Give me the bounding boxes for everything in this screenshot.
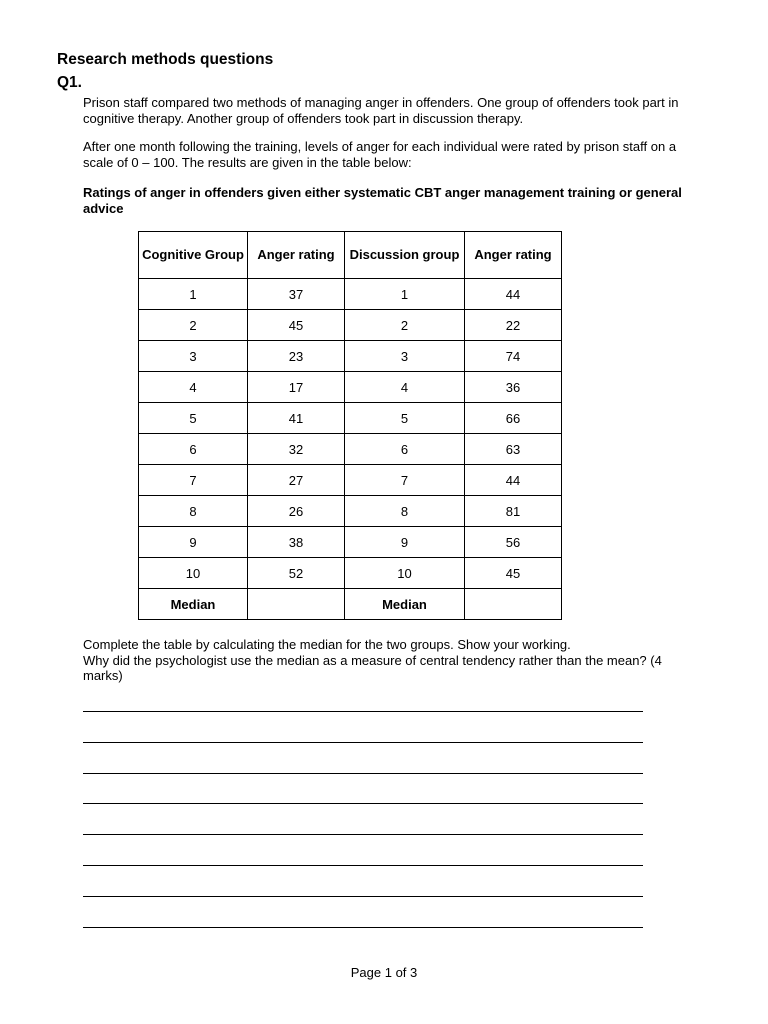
table-caption: Ratings of anger in offenders given either systematic CBT anger management training or general advice <box>83 185 682 216</box>
task-instructions <box>83 637 683 684</box>
table-row <box>139 527 562 558</box>
answer-line[interactable] <box>83 927 643 958</box>
cognitive-participant-cell: 3 <box>139 341 248 372</box>
answer-line[interactable] <box>83 865 643 896</box>
discussion-rating-cell: 44 <box>465 465 562 496</box>
answer-lines[interactable] <box>83 711 643 957</box>
cognitive-participant-cell: 5 <box>139 403 248 434</box>
cognitive-rating-cell: 41 <box>248 403 345 434</box>
cognitive-rating-cell: 37 <box>248 279 345 310</box>
answer-line[interactable] <box>83 896 643 927</box>
cognitive-rating-cell: 27 <box>248 465 345 496</box>
table-row <box>139 558 562 589</box>
discussion-participant-cell: 2 <box>345 310 465 341</box>
instruction-line: Complete the table by calculating the median for the two groups. Show your working. <box>83 637 571 652</box>
question-label: Q1. <box>57 74 82 91</box>
cognitive-participant-cell: 9 <box>139 527 248 558</box>
document-title: Research methods questions <box>57 51 274 68</box>
discussion-participant-cell: 7 <box>345 465 465 496</box>
cognitive-participant-cell: 8 <box>139 496 248 527</box>
discussion-participant-cell: 3 <box>345 341 465 372</box>
discussion-participant-cell: 6 <box>345 434 465 465</box>
answer-line[interactable] <box>83 711 643 742</box>
table-row <box>139 372 562 403</box>
median-row <box>139 589 562 620</box>
cognitive-rating-cell: 32 <box>248 434 345 465</box>
cognitive-participant-cell: 6 <box>139 434 248 465</box>
column-header-discussion-group: Discussion group <box>345 232 465 279</box>
median-label-discussion: Median <box>345 589 465 620</box>
discussion-participant-cell: 5 <box>345 403 465 434</box>
discussion-rating-cell: 81 <box>465 496 562 527</box>
cognitive-rating-cell: 26 <box>248 496 345 527</box>
table-row <box>139 465 562 496</box>
anger-ratings-table <box>138 231 562 620</box>
discussion-participant-cell: 8 <box>345 496 465 527</box>
answer-line[interactable] <box>83 803 643 834</box>
median-value-discussion[interactable] <box>465 589 562 620</box>
discussion-participant-cell: 4 <box>345 372 465 403</box>
median-value-cognitive[interactable] <box>248 589 345 620</box>
cognitive-participant-cell: 2 <box>139 310 248 341</box>
discussion-participant-cell: 10 <box>345 558 465 589</box>
page-footer: Page 1 of 3 <box>350 965 418 980</box>
cognitive-rating-cell: 45 <box>248 310 345 341</box>
cognitive-rating-cell: 52 <box>248 558 345 589</box>
column-header-anger-rating: Anger rating <box>248 232 345 279</box>
discussion-participant-cell: 1 <box>345 279 465 310</box>
cognitive-participant-cell: 1 <box>139 279 248 310</box>
table-row <box>139 434 562 465</box>
column-header-anger-rating: Anger rating <box>465 232 562 279</box>
table-row <box>139 496 562 527</box>
cognitive-rating-cell: 17 <box>248 372 345 403</box>
column-header-cognitive-group: Cognitive Group <box>139 232 248 279</box>
table-row <box>139 403 562 434</box>
intro-paragraph: After one month following the training, levels of anger for each individual were rated by prison staff on a scale of 0 – 100. The results are given in the table below: <box>83 139 677 170</box>
discussion-rating-cell: 44 <box>465 279 562 310</box>
discussion-rating-cell: 63 <box>465 434 562 465</box>
discussion-participant-cell: 9 <box>345 527 465 558</box>
discussion-rating-cell: 74 <box>465 341 562 372</box>
table-row <box>139 310 562 341</box>
discussion-rating-cell: 66 <box>465 403 562 434</box>
median-label-cognitive: Median <box>139 589 248 620</box>
answer-line[interactable] <box>83 742 643 773</box>
answer-line[interactable] <box>83 834 643 865</box>
intro-paragraph: Prison staff compared two methods of managing anger in offenders. One group of offenders took part in cognitive therapy. Another group of offenders took part in discussion therapy. <box>83 95 679 126</box>
cognitive-rating-cell: 23 <box>248 341 345 372</box>
cognitive-participant-cell: 7 <box>139 465 248 496</box>
table-body <box>139 279 562 620</box>
instruction-line: Why did the psychologist use the median as a measure of central tendency rather than the mean? (4 marks) <box>83 652 662 683</box>
table-row <box>139 279 562 310</box>
discussion-rating-cell: 36 <box>465 372 562 403</box>
cognitive-participant-cell: 4 <box>139 372 248 403</box>
answer-line[interactable] <box>83 773 643 804</box>
table-row <box>139 341 562 372</box>
table-header-row <box>139 232 562 279</box>
discussion-rating-cell: 22 <box>465 310 562 341</box>
discussion-rating-cell: 45 <box>465 558 562 589</box>
cognitive-rating-cell: 38 <box>248 527 345 558</box>
discussion-rating-cell: 56 <box>465 527 562 558</box>
cognitive-participant-cell: 10 <box>139 558 248 589</box>
